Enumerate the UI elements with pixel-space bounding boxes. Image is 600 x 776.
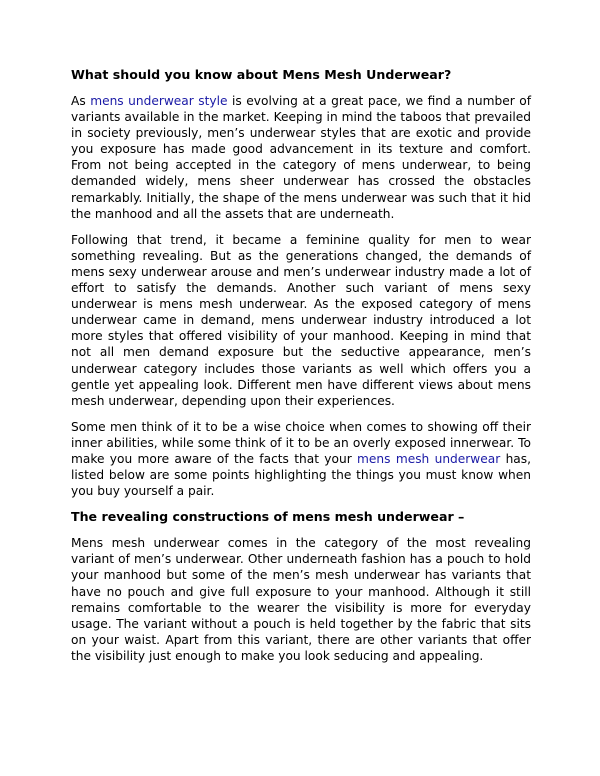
intro-text-start: As [71, 94, 91, 108]
article-heading: What should you know about Mens Mesh Underwear? [71, 67, 452, 82]
mens-underwear-style-link[interactable]: mens underwear style [90, 94, 228, 108]
intro-text-end: is evolving at a great pace, we find a number of variants available in the market. Keeping in mind the taboos that prevailed in society previously, men’s underwear styles that are exotic and provide you exposure has made good advancement in its texture and comfort. From not being accepted in the category of mens underwear, to being demanded widely, mens sheer underwear has crossed the obstacles remarkably. Initially, the shape of the mens underwear was such that it hid the manhood and all the assets that are underneath. [71, 94, 532, 221]
trend-paragraph: Following that trend, it became a feminine quality for men to wear something revealing. But as the generations changed, the demands of mens sexy underwear arouse and men’s underwear industry made a lot of effort to satisfy the demands. Another such variant of mens sexy underwear is mens mesh underwear. As the exposed category of mens underwear came in demand, mens underwear industry introduced a lot more styles that offered visibility of your manhood. Keeping in mind that not all men demand exposure but the seductive appearance, men’s underwear category includes those variants as well which offers you a gentle yet appealing look. Different men have different views about mens mesh underwear, depending upon their experiences. [71, 232, 531, 408]
opinions-text-start: Some men think of it to be a wise choice when comes to showing off their inner abilities, while some think of it to be an overly exposed innerwear. To make you more aware of the facts that your [71, 419, 531, 466]
intro-paragraph [71, 93, 531, 222]
opinions-paragraph [71, 419, 531, 499]
opinions-text-end: has, listed below are some points highlighting the things you must know when you buy yourself a pair. [71, 451, 531, 499]
mens-mesh-underwear-link[interactable]: mens mesh underwear [357, 451, 501, 466]
constructions-paragraph: Mens mesh underwear comes in the category of the most revealing variant of men’s underwear. Other underneath fashion has a pouch to hold your manhood but some of the men’s mesh underwear has variants that have no pouch and give full exposure to your manhood. Although it still remains comfortable to the wearer the visibility is more for everyday usage. The variant without a pouch is held together by the fabric that sits on your waist. Apart from this variant, there are other variants that offer the visibility just enough to make you look seducing and appealing. [71, 536, 531, 663]
section-heading: The revealing constructions of mens mesh underwear – [71, 509, 465, 525]
